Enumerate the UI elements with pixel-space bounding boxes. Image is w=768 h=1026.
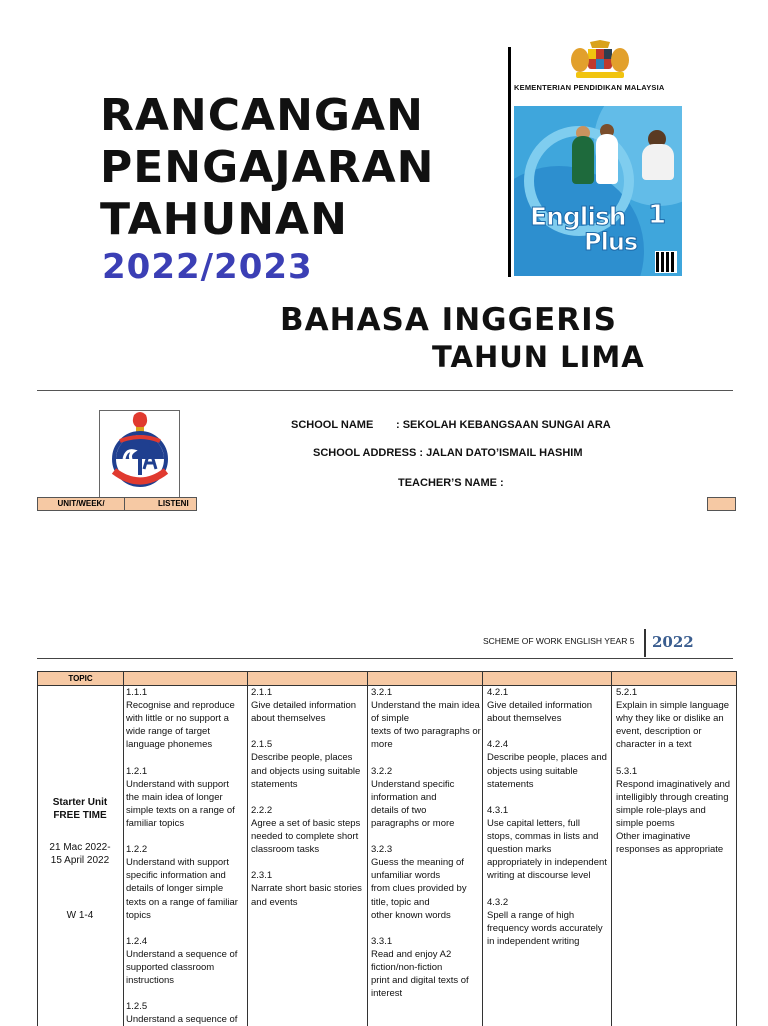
header-unit-week: UNIT/WEEK/ — [38, 498, 125, 510]
section-divider — [37, 390, 733, 391]
malaysia-crest-icon — [568, 40, 632, 80]
standard-entry: 5.3.1 Respond imaginatively and intelligibly through creating simple role-plays and simple poems Other imaginative responses as appropriate — [616, 765, 731, 856]
standard-entry: 3.2.3 Guess the meaning of unfamiliar words from clues provided by title, topic and other known words — [371, 844, 467, 921]
standard-entry: 1.1.1 Recognise and reproduce with little or no support a wide range of target language phonemes — [126, 687, 235, 751]
standard-entry: 3.3.1 Read and enjoy A2 fiction/non-fiction print and digital texts of interest — [371, 935, 469, 1000]
listening-cell — [126, 686, 244, 1026]
book-title-plus: Plus — [584, 228, 638, 256]
ministry-label: KEMENTERIAN PENDIDIKAN MALAYSIA — [514, 83, 665, 92]
title-line-3: TAHUNAN — [100, 194, 348, 245]
header-listening: LISTENI — [158, 499, 189, 508]
unit-name: Starter Unit — [52, 797, 108, 808]
vertical-divider — [508, 47, 511, 277]
school-address: SCHOOL ADDRESS : JALAN DATO’ISMAIL HASHIM — [313, 447, 583, 459]
standard-entry: 1.2.1 Understand with support the main idea of longer simple texts on a range of familiar topics — [126, 765, 235, 829]
qr-code-icon — [655, 251, 677, 273]
standard-entry: 2.2.2 Agree a set of basic steps needed to complete short classroom tasks — [251, 804, 361, 856]
standard-entry: 4.2.1 Give detailed information about themselves — [487, 687, 593, 725]
standard-entry: 4.2.4 Describe people, places and objects using suitable statements — [487, 739, 607, 790]
scheme-label: SCHEME OF WORK ENGLISH YEAR 5 — [483, 636, 635, 646]
scheme-divider — [644, 629, 646, 657]
standard-entry: 1.2.5 Understand a sequence of — [126, 1001, 238, 1026]
school-name-value: : SEKOLAH KEBANGSAAN SUNGAI ARA — [396, 419, 611, 431]
title-year: 2022/2023 — [102, 247, 313, 287]
standard-entry: 3.2.2 Understand specific information and details of two paragraphs or more — [371, 765, 455, 829]
standard-entry: 2.3.1 Narrate short basic stories and events — [251, 870, 362, 908]
book-title-english: English — [530, 202, 626, 231]
literature-cell — [616, 686, 732, 856]
standard-entry: 4.3.2 Spell a range of high frequency words accurately in independent writing — [487, 896, 603, 947]
scheme-rule — [37, 658, 733, 659]
unit-date-end: 15 April 2022 — [50, 855, 110, 866]
title-line-1: RANCANGAN — [100, 90, 424, 141]
speaking-cell — [251, 686, 365, 909]
title-line-2: PENGAJARAN — [100, 142, 435, 193]
school-logo — [99, 410, 180, 498]
subject-title: BAHASA INGGERIS — [280, 302, 617, 338]
standard-entry: 5.2.1 Explain in simple language why they like or dislike an event, description or character in a text — [616, 687, 730, 751]
unit-theme: FREE TIME — [53, 810, 107, 821]
table-header-strip-end — [707, 497, 736, 511]
standard-entry: 1.2.2 Understand with support specific information and details of longer simple texts on a range of familiar topics — [126, 844, 238, 921]
writing-cell — [487, 686, 607, 948]
book-level: 1 — [648, 200, 667, 230]
standard-entry: 4.3.1 Use capital letters, full stops, commas in lists and question marks appropriately in independent writing at discourse level — [487, 804, 607, 882]
topic-header: TOPIC — [68, 674, 93, 683]
textbook-cover — [514, 106, 682, 276]
subject-year: TAHUN LIMA — [432, 340, 645, 374]
unit-weeks: W 1-4 — [66, 910, 94, 921]
table-header-strip — [37, 497, 197, 511]
standard-entry: 3.2.1 Understand the main idea of simple texts of two paragraphs or more — [371, 687, 481, 751]
standard-entry: 1.2.4 Understand a sequence of supported classroom instructions — [126, 935, 238, 987]
standard-entry: 2.1.5 Describe people, places and objects using suitable statements — [251, 739, 361, 790]
table-header-row — [38, 672, 736, 686]
scheme-year: 2022 — [652, 633, 694, 651]
school-name-label: SCHOOL NAME — [291, 419, 374, 431]
unit-date-start: 21 Mac 2022- — [49, 842, 111, 853]
teacher-name: TEACHER’S NAME : — [398, 477, 504, 489]
reading-cell — [371, 686, 481, 1000]
standard-entry: 2.1.1 Give detailed information about themselves — [251, 687, 357, 725]
